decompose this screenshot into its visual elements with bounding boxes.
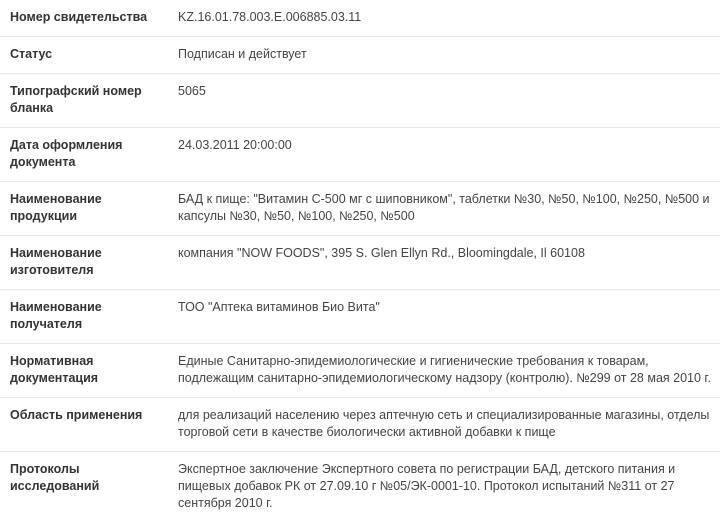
table-row (0, 74, 720, 128)
row-value-application-area: для реализаций населению через аптечную сеть и специализированные магазины, отделы торговой сети в качестве биологически активной добавки к пище (168, 398, 720, 452)
table-row (0, 236, 720, 290)
table-row (0, 398, 720, 452)
row-label-application-area: Область применения (0, 398, 168, 452)
row-label-issue-date: Дата оформления документа (0, 128, 168, 182)
table-row (0, 290, 720, 344)
row-label-manufacturer-name: Наименование изготовителя (0, 236, 168, 290)
row-label-certificate-number: Номер свидетельства (0, 0, 168, 37)
row-value-issue-date: 24.03.2011 20:00:00 (168, 128, 720, 182)
table-row (0, 344, 720, 398)
row-value-status: Подписан и действует (168, 37, 720, 74)
row-value-test-protocols: Экспертное заключение Экспертного совета по регистрации БАД, детского питания и пищевых добавок РК от 27.09.10 г №05/ЭК-0001-10. Протокол испытаний №311 от 27 сентября 2010 г. (168, 452, 720, 522)
table-row (0, 128, 720, 182)
row-value-form-number: 5065 (168, 74, 720, 128)
table-row (0, 0, 720, 37)
row-value-normative-docs: Единые Санитарно-эпидемиологические и гигиенические требования к товарам, подлежащим санитарно-эпидемиологическому надзору (контролю). №299 от 28 мая 2010 г. (168, 344, 720, 398)
row-value-certificate-number: KZ.16.01.78.003.E.006885.03.11 (168, 0, 720, 37)
table-row (0, 37, 720, 74)
row-label-test-protocols: Протоколы исследований (0, 452, 168, 522)
row-value-manufacturer-name: компания "NOW FOODS", 395 S. Glen Ellyn Rd., Bloomingdale, Il 60108 (168, 236, 720, 290)
row-label-status: Статус (0, 37, 168, 74)
row-value-product-name: БАД к пище: "Витамин С-500 мг с шиповником", таблетки №30, №50, №100, №250, №500 и капсулы №30, №50, №100, №250, №500 (168, 182, 720, 236)
row-label-product-name: Наименование продукции (0, 182, 168, 236)
table-row (0, 182, 720, 236)
row-value-recipient-name: ТОО "Аптека витаминов Био Вита" (168, 290, 720, 344)
row-label-normative-docs: Нормативная документация (0, 344, 168, 398)
row-label-form-number: Типографский номер бланка (0, 74, 168, 128)
table-row (0, 452, 720, 522)
row-label-recipient-name: Наименование получателя (0, 290, 168, 344)
